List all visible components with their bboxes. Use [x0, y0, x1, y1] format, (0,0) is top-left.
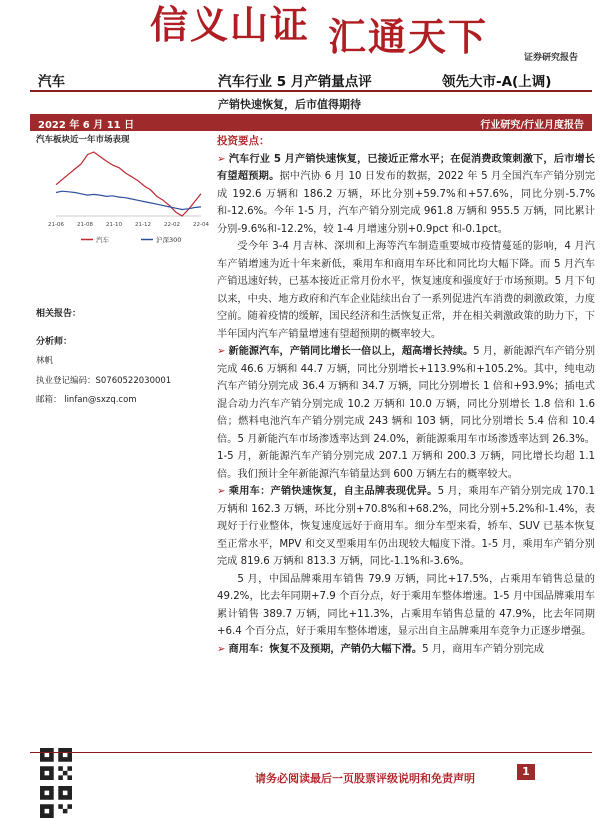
lead-passenger: 乘用车：产销快速恢复，自主品牌表现优异。: [228, 486, 438, 497]
bullet-icon: ➢: [217, 153, 226, 165]
paragraph-industry: [217, 151, 595, 239]
x-tick-label: 22-02: [164, 222, 180, 228]
industry-name: 汽车: [38, 74, 65, 90]
footer-rule: [30, 752, 592, 753]
qr-code-icon: [40, 786, 72, 818]
series-line-0: [56, 152, 201, 216]
license-number: 执业登记编码：S0760522030001: [36, 376, 172, 386]
x-tick-label: 21-10: [106, 222, 122, 228]
body-industry: 据中汽协 6 月 10 日发布的数据，2022 年 5 月全国汽车产销分别完成 192.6 万辆和 186.2 万辆，环比分别+59.7%和+57.6%，同比分别-5.7%和-12.6%。今年 1-5 月，汽车产销分别完成 961.8 万辆和 955.5 万辆，同比累计分别-9.6%和-12.2%，较 1-4 月增速分别+0.9pct 和-0.1pct。: [217, 171, 596, 235]
report-date: 2022 年 6 月 11 日: [38, 120, 135, 131]
x-tick-label: 21-08: [77, 222, 93, 228]
market-performance-chart: [36, 146, 209, 251]
analyst-email[interactable]: 邮箱： linfan@sxzq.com: [36, 395, 137, 405]
brand-department: 证券研究报告: [523, 53, 578, 63]
section-title: 投资要点：: [217, 135, 270, 147]
disclaimer-link[interactable]: 请务必阅读最后一页股票评级说明和免责声明: [255, 772, 475, 785]
rating: 领先大市-A(上调): [442, 74, 552, 90]
chart-title: 汽车板块近一年市场表现: [36, 135, 130, 145]
lead-commercial: 商用车：恢复不及预期，产销仍大幅下滑。: [228, 643, 423, 655]
main-content: [217, 133, 595, 658]
paragraph-recovery: 受今年 3-4 月吉林、深圳和上海等汽车制造重要城市疫情蔓延的影响，4 月汽车产销增速为近十年来新低，乘用车和商用车环比和同比均大幅下降。而 5 月汽车产销迅速好转，已基本接近正常月份水平，恢复速度和强度好于市场预期。5 月下旬以来，中央、地方政府和汽车企业陆续出台了一系列促进汽车消费的刺激政策，力度空前。随着疫情的缓解，国民经济和生活恢复正常，并在相关刺激政策的助力下，下半年国内汽车产销量增速有望超预期的概率较大。: [217, 241, 595, 340]
page-number: 1: [517, 764, 535, 780]
x-tick-label: 21-06: [48, 222, 64, 228]
chart-svg: [36, 146, 209, 251]
report-subtitle: 产销快速恢复，后市值得期待: [218, 98, 361, 111]
lead-industry: 汽车行业 5 月产销快速恢复，已接近正常水平；在促消费政策刺激下，后市增长有望超预期。: [217, 153, 595, 182]
related-reports-label: 相关报告：: [36, 309, 82, 319]
body-nev: 5 月，新能源汽车产销分别完成 46.6 万辆和 44.7 万辆，同比分别增长+113.9%和+105.2%。其中，纯电动汽车产销分别完成 36.4 万辆和 34.7 万辆，同比分别增长 1 倍和+93.9%；插电式混合动力汽车产销分别完成 10.2 万辆和 10.0 万辆，同比分别增长 1.8 倍和 1.6 倍；燃料电池汽车产销分别完成 243 辆和 103 辆，同比分别增长 5.4 倍和 10.4 倍。5 月新能汽车市场渗透率达到 24.0%，新能源乘用车市场渗透率达到 26.3%。1-5 月，新能源汽车产销分别完成 207.1 万辆和 200.3 万辆，同比增长均超 1.1 倍。我们预计全年新能源汽车销量达到 600 万辆左右的概率较大。: [217, 346, 596, 480]
bullet-icon: ➢: [217, 486, 226, 497]
paragraph-passenger: [217, 483, 595, 571]
paragraph-nev: [217, 343, 595, 483]
paragraph-domestic-brands: 5 月，中国品牌乘用车销售 79.9 万辆，同比+17.5%，占乘用车销售总量的 49.2%，比去年同期+7.9 个百分点，好于乘用车整体增速。1-5 月中国品牌乘用车累计销售 389.7 万辆，同比+11.3%，占乘用车销售总量的 47.9%，比去年同期+6.4 个百分点，好于乘用车整体增速，显示出自主品牌乘用车竞争力正逐步增强。: [217, 573, 595, 637]
analyst-label: 分析师：: [36, 337, 73, 347]
brand-slogan-left: 信义山证: [150, 2, 311, 47]
info-bar: [30, 114, 592, 131]
brand-slogan-right: 汇通天下: [328, 14, 489, 59]
series-line-1: [56, 191, 201, 209]
report-title: 汽车行业 5 月产销量点评: [218, 74, 372, 90]
legend-label: 沪深300: [156, 236, 182, 244]
body-commercial: 5 月，商用车产销分别完成: [422, 643, 544, 655]
report-category: 行业研究/行业月度报告: [480, 120, 584, 131]
x-tick-label: 21-12: [135, 222, 151, 228]
body-passenger: 5 月，乘用车产销分别完成 170.1 万辆和 162.3 万辆，环比分别+70.8%和+68.2%，同比分别+5.2%和-1.4%，表现好于行业整体，恢复速度远好于商用车。细分车型来看，轿车、SUV 已基本恢复至正常水平，MPV 和交叉型乘用车仍出现较大幅度下滑。1-5 月，乘用车产销分别完成 819.6 万辆和 813.3 万辆，同比-1.1%和-3.6%。: [217, 486, 596, 567]
bullet-icon: ➢: [217, 643, 226, 655]
brand-banner: [150, 0, 590, 63]
analyst-name: 林帆: [36, 356, 54, 366]
paragraph-commercial: [217, 641, 595, 659]
legend-label: 汽车: [96, 236, 109, 244]
bullet-icon: ➢: [217, 346, 226, 357]
header-rule: [30, 90, 592, 92]
x-tick-label: 22-04: [193, 222, 209, 228]
lead-nev: 新能源汽车，产销同比增长一倍以上，超高增长持续。: [228, 346, 474, 357]
